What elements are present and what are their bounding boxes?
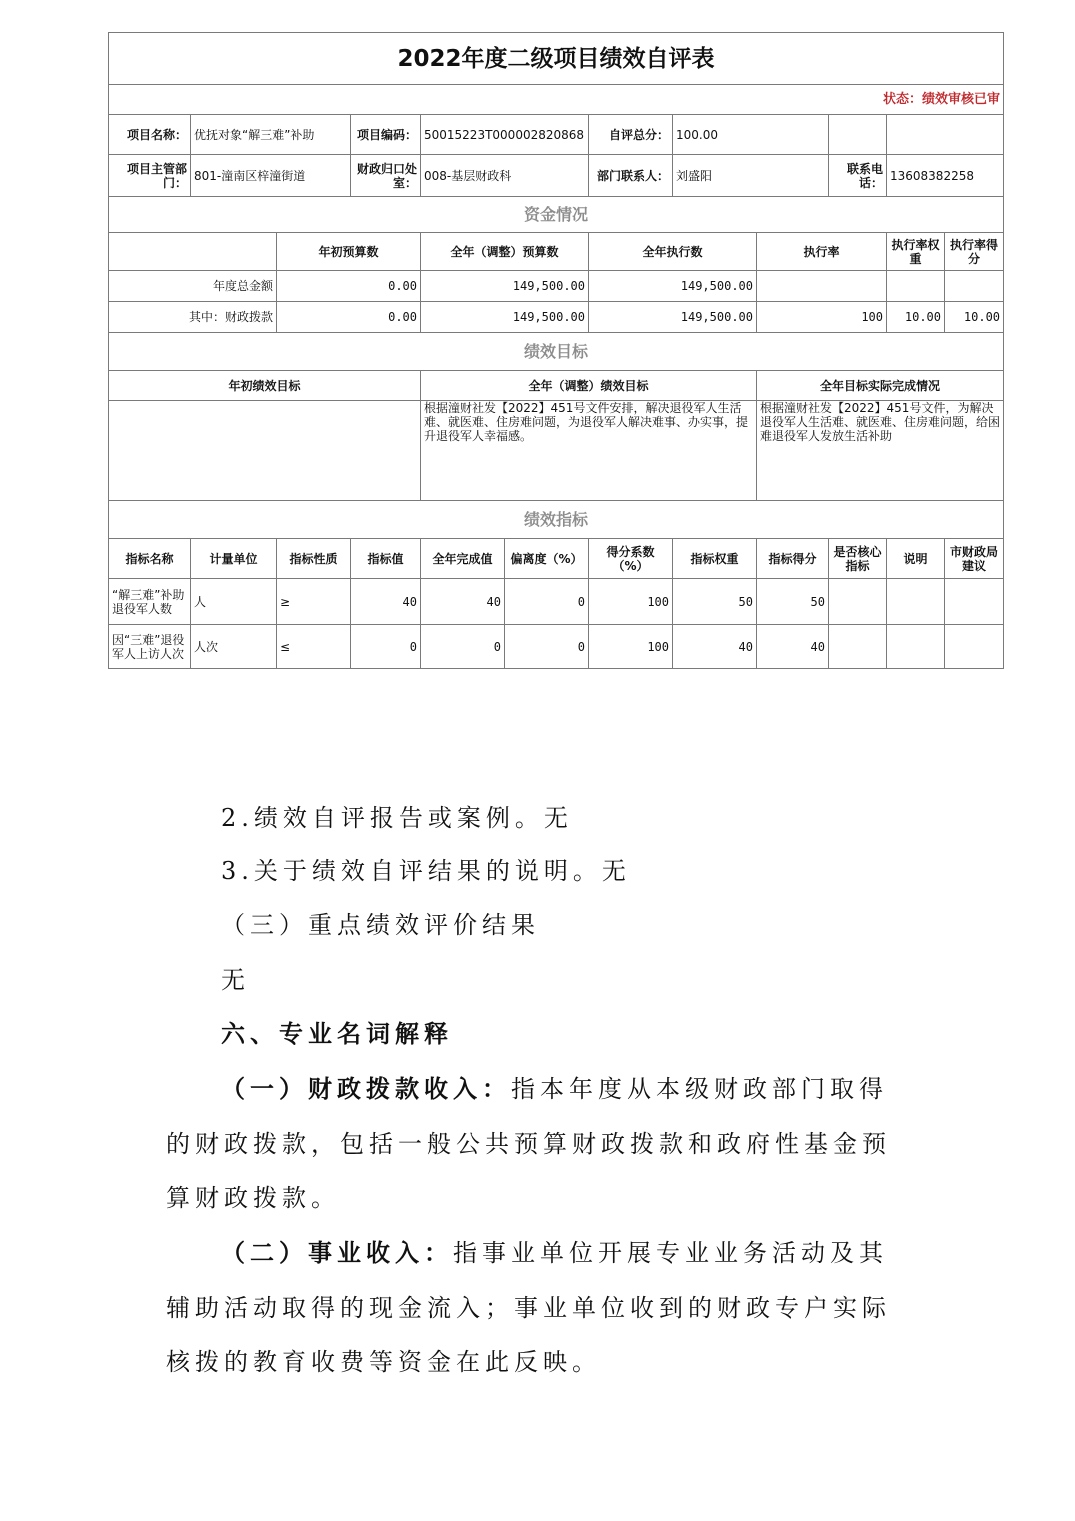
indicator-header: 计量单位 bbox=[191, 539, 277, 579]
indicator-header: 指标权重 bbox=[673, 539, 757, 579]
indicator-core bbox=[829, 579, 887, 625]
contact-person-label: 部门联系人： bbox=[589, 155, 673, 197]
paragraph bbox=[221, 1233, 888, 1268]
indicator-unit: 人次 bbox=[191, 625, 277, 669]
subheading: （三）重点绩效评价结果 bbox=[221, 911, 540, 939]
paragraph: 辅助活动取得的现金流入；事业单位收到的财政专户实际 bbox=[166, 1294, 891, 1322]
funds-cell bbox=[757, 271, 887, 302]
indicator-coefficient: 100 bbox=[589, 579, 673, 625]
project-code-label: 项目编码： bbox=[351, 115, 421, 155]
indicator-done: 0 bbox=[421, 625, 505, 669]
paragraph: 2.绩效自评报告或案例。无 bbox=[221, 804, 573, 832]
funds-cell: 100 bbox=[757, 302, 887, 333]
self-score-label: 自评总分： bbox=[589, 115, 673, 155]
indicator-header: 全年完成值 bbox=[421, 539, 505, 579]
goals-header: 全年目标实际完成情况 bbox=[757, 371, 1004, 401]
indicator-coefficient: 100 bbox=[589, 625, 673, 669]
self-score: 100.00 bbox=[673, 115, 829, 155]
indicator-done: 40 bbox=[421, 579, 505, 625]
goal-initial bbox=[109, 401, 421, 501]
section-funds: 资金情况 bbox=[109, 197, 1004, 233]
project-code: 50015223T000002820868 bbox=[421, 115, 589, 155]
goals-header: 全年（调整）绩效目标 bbox=[421, 371, 757, 401]
indicator-score: 40 bbox=[757, 625, 829, 669]
term: （一）财政拨款收入： bbox=[221, 1074, 511, 1103]
dept: 801-潼南区梓潼街道 bbox=[191, 155, 351, 197]
funds-row-label: 年度总金额 bbox=[109, 271, 277, 302]
funds-cell bbox=[887, 271, 945, 302]
funds-cell: 149,500.00 bbox=[589, 302, 757, 333]
paragraph: 无 bbox=[221, 966, 250, 994]
indicator-value: 40 bbox=[351, 579, 421, 625]
finance-office: 008-基层财政科 bbox=[421, 155, 589, 197]
funds-header: 全年执行数 bbox=[589, 233, 757, 271]
funds-cell: 10.00 bbox=[945, 302, 1004, 333]
indicator-nature: ≤ bbox=[277, 625, 351, 669]
indicator-core bbox=[829, 625, 887, 669]
funds-cell: 0.00 bbox=[277, 302, 421, 333]
indicator-value: 0 bbox=[351, 625, 421, 669]
status-badge: 状态：绩效审核已审 bbox=[109, 85, 1004, 115]
project-name-label: 项目名称： bbox=[109, 115, 191, 155]
goals-header: 年初绩效目标 bbox=[109, 371, 421, 401]
indicator-header: 偏离度（%） bbox=[505, 539, 589, 579]
indicator-name: 因“三难”退役军人上访人次 bbox=[109, 625, 191, 669]
table-row bbox=[109, 302, 1004, 333]
performance-table bbox=[108, 32, 1003, 669]
indicator-header: 说明 bbox=[887, 539, 945, 579]
funds-cell: 149,500.00 bbox=[421, 302, 589, 333]
paragraph-text: 指本年度从本级财政部门取得 bbox=[511, 1075, 888, 1103]
funds-row-label: 其中：财政拨款 bbox=[109, 302, 277, 333]
goal-actual: 根据潼财社发【2022】451号文件，为解决退役军人生活难、就医难、住房难问题，给困难退役军人发放生活补助 bbox=[757, 401, 1004, 501]
funds-header: 执行率权重 bbox=[887, 233, 945, 271]
table-row bbox=[109, 579, 1004, 625]
self-evaluation-table bbox=[108, 32, 1004, 669]
funds-cell: 10.00 bbox=[887, 302, 945, 333]
paragraph bbox=[221, 1069, 888, 1104]
phone-label: 联系电话： bbox=[829, 155, 887, 197]
indicator-name: “解三难”补助退役军人数 bbox=[109, 579, 191, 625]
dept-label: 项目主管部门： bbox=[109, 155, 191, 197]
funds-header: 年初预算数 bbox=[277, 233, 421, 271]
funds-cell: 149,500.00 bbox=[589, 271, 757, 302]
section-heading: 六、专业名词解释 bbox=[221, 1019, 453, 1048]
empty-cell bbox=[109, 233, 277, 271]
indicator-advice bbox=[945, 625, 1004, 669]
funds-cell: 149,500.00 bbox=[421, 271, 589, 302]
finance-office-label: 财政归口处室： bbox=[351, 155, 421, 197]
table-title: 2022年度二级项目绩效自评表 bbox=[109, 33, 1004, 85]
indicator-header: 指标名称 bbox=[109, 539, 191, 579]
indicator-header: 指标得分 bbox=[757, 539, 829, 579]
goal-adjusted: 根据潼财社发【2022】451号文件安排，解决退役军人生活难、就医难、住房难问题，为退役军人解决难事、办实事，提升退役军人幸福感。 bbox=[421, 401, 757, 501]
paragraph: 算财政拨款。 bbox=[166, 1184, 340, 1212]
project-name: 优抚对象“解三难”补助 bbox=[191, 115, 351, 155]
phone: 13608382258 bbox=[887, 155, 1004, 197]
paragraph: 的财政拨款，包括一般公共预算财政拨款和政府性基金预 bbox=[166, 1130, 891, 1158]
funds-header: 执行率 bbox=[757, 233, 887, 271]
empty-cell bbox=[829, 115, 887, 155]
indicator-deviation: 0 bbox=[505, 579, 589, 625]
indicator-advice bbox=[945, 579, 1004, 625]
indicator-score: 50 bbox=[757, 579, 829, 625]
indicator-header: 市财政局建议 bbox=[945, 539, 1004, 579]
indicator-header: 得分系数（%） bbox=[589, 539, 673, 579]
funds-header: 执行率得分 bbox=[945, 233, 1004, 271]
table-row bbox=[109, 625, 1004, 669]
section-indicators: 绩效指标 bbox=[109, 501, 1004, 539]
indicator-nature: ≥ bbox=[277, 579, 351, 625]
indicator-deviation: 0 bbox=[505, 625, 589, 669]
indicator-header: 是否核心指标 bbox=[829, 539, 887, 579]
indicator-note bbox=[887, 625, 945, 669]
contact-person: 刘盛阳 bbox=[673, 155, 829, 197]
indicator-weight: 40 bbox=[673, 625, 757, 669]
term: （二）事业收入： bbox=[221, 1238, 453, 1267]
funds-cell: 0.00 bbox=[277, 271, 421, 302]
paragraph: 3.关于绩效自评结果的说明。无 bbox=[221, 857, 631, 885]
table-row bbox=[109, 271, 1004, 302]
indicator-header: 指标值 bbox=[351, 539, 421, 579]
indicator-header: 指标性质 bbox=[277, 539, 351, 579]
paragraph: 核拨的教育收费等资金在此反映。 bbox=[166, 1348, 601, 1376]
indicator-weight: 50 bbox=[673, 579, 757, 625]
section-goals: 绩效目标 bbox=[109, 333, 1004, 371]
empty-cell bbox=[887, 115, 1004, 155]
paragraph-text: 指事业单位开展专业业务活动及其 bbox=[453, 1239, 888, 1267]
funds-cell bbox=[945, 271, 1004, 302]
indicator-unit: 人 bbox=[191, 579, 277, 625]
funds-header: 全年（调整）预算数 bbox=[421, 233, 589, 271]
indicator-note bbox=[887, 579, 945, 625]
